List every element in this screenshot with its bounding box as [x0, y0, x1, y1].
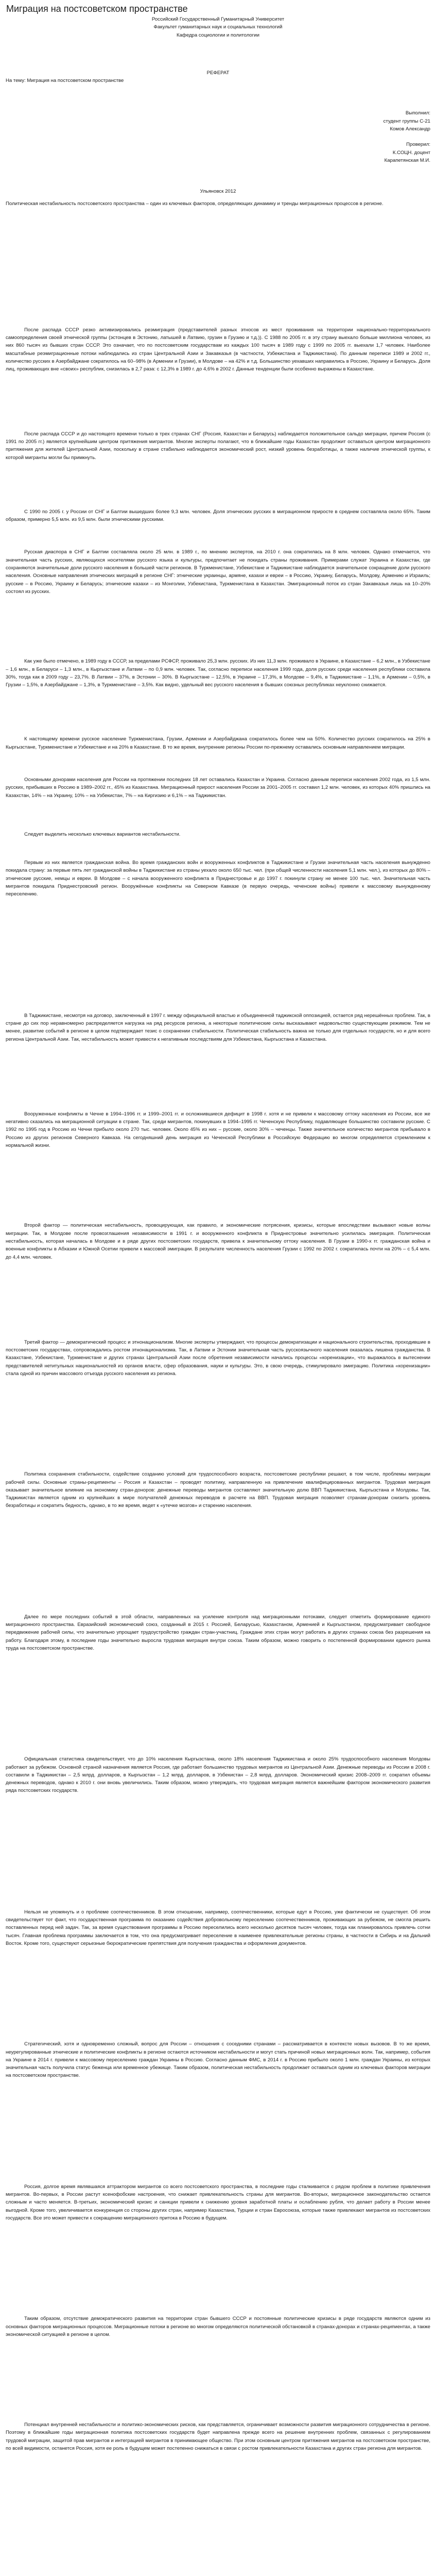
paragraph: Вооруженные конфликты в Чечне в 1994–1996 гг. и 1999–2001 гг. и осложнившиеся дефицит в 1998 г. хотя и не привели к массовому оттоку населения из России, все же негативно сказались на миграционной ситуации в стране. Так, среди мигрантов, покинувших в 1994–1995 гг. Чеченскую Республику, подавляющее большинство составили русские. С 1992 по 1995 год в Россию из Чечни прибыло около 270 тыс. человек. Около 45% из них – русские, около 30% – чеченцы. Также значительное количество мигрантов прибывало в Россию из других регионов Северного Кавказа. На сегодняшний день миграция из Чеченской Республики в Российскую Федерацию во многом определяется стремлением к нормальной жизни. — [6, 1111, 430, 1149]
paragraph: Нельзя не упомянуть и о проблеме соотечественников. В этом отношении, например, соотечественники, которые едут в Россию, уже фактически не существует. Об этом свидетельствует тот факт, что государственная программа по оказанию содействия добровольному переселению соотечественников, проживающих за рубежом, не смогла решить поставленных перед ней задач. Так, за время существования программы в Россию переселились всего несколько десятков тысяч человек, тогда как планировалось привлечь сотни тысяч. Главная проблема программы заключается в том, что она предусматривает переселение в наименее привлекательные регионы страны, в частности в Сибирь и на Дальний Восток. Кроме того, существуют серьезные бюрократические препятствия для получения гражданства и оформления документов. — [6, 1909, 430, 1946]
university-name: Российский Государственный Гуманитарный Университет — [151, 16, 285, 22]
paragraph: Потенциал внутренней нестабильности и политико-экономических рисков, как представляется, ограничивает возможности развития миграционного сотрудничества в регионе. Поэтому в ближайшие годы миграционная политика постсоветских государств будет направлена прежде всего на решение внутренних проблем, связанных с регулированием трудовой миграции, защитой прав мигрантов и интеграцией мигрантов в принимающее общество. При этом основным центром притяжения мигрантов на постсоветском пространстве, по всей видимости, останется Россия, хотя ее роль в будущем может постепенно снижаться в связи с ростом привлекательности Казахстана и других стран региона для мигрантов. — [6, 2422, 430, 2451]
paragraph: Русская диаспора в СНГ и Балтии составляла около 25 млн. в 1989 г., по мнению экспертов, на 2010 г. она сократилась на 8 млн. человек. Однако отмечается, что значительная часть русских, являющихся носителями русского языка и культуры, предпочитает не покидать страны проживания. Примерами служат Украина и Казахстан, где сохраняются значительные доли русского населения в большей части регионов. В Туркменистане, Узбекистане и Таджикистане наблюдается значительное сокращение доли русского населения. Основные направления этнических миграций в регионе СНГ: этнические украинцы, армяне, казахи и евреи – в Россию, Украину, Беларусь, Молдову, Армению и Израиль; русские – в Россию, Украину и Беларусь; этнические казахи – из Монголии, Узбекистана, Туркменистана в Казахстан. Эмиграционный поток из стран Закавказья лишь на 10–20% состоял из русских. — [6, 549, 430, 595]
paragraph: Политическая нестабильность постсоветского пространства – один из ключевых факторов, определяющих динамику и тренды миграционных процессов в регионе. — [6, 200, 383, 207]
paragraph: Россия, долгое время являвшаяся аттрактором мигрантов со всего постсоветского пространства, в последние годы сталкивается с рядом проблем в политике привлечения мигрантов. Во-первых, в России растут ксенофобские настроения, что снижает привлекательность страны для мигрантов. Во-вторых, миграционное законодательство остается сложным и часто меняется. В-третьих, экономический кризис и санкции привели к снижению уровня заработной платы и ослаблению рубля, что делает работу в России менее выгодной. Кроме того, увеличивается конкуренция со стороны других стран, например Казахстана, Турции и стран Евросоюза, которые также привлекают мигрантов из постсоветских государств. Все это может привести к сокращению миграционного притока в Россию в будущем. — [6, 2183, 430, 2221]
paragraph: После распада СССР и до настоящего времени только в трех странах СНГ (Россия, Казахстан и Беларусь) наблюдается положительное сальдо миграции, причем Россия (с 1991 по 2005 гг.) является крупнейшим центром притяжения мигрантов. Многие эксперты полагают, что в ближайшие годы Казахстан продолжит оставаться центром миграционного притяжения для жителей Центральной Азии, поскольку в стране стабильно наблюдается экономический рост, низкий уровень безработицы, а также наличие этнической группы, к которой мигранты могли бы примкнуть. — [6, 431, 430, 461]
student-group: студент группы С-21 — [383, 118, 430, 124]
paragraph: Как уже было отмечено, в 1989 году в СССР, за пределами РСФСР, проживало 25,3 млн. русских. Из них 11,3 млн. проживало в Украине, в Казахстане – 6,2 млн., в Узбекистане – 1,6 млн., в Беларуси – 1,3 млн., в Кыргызстане и Латвии – по 0,9 млн. человек. Так, согласно переписи населения 1999 года, доля русских среди населения республики составила 30%, тогда как в 2009 году – 23,7%. В Латвии – 37%, в Эстонии – 30%. В Кыргызстане – 12,5%, в Украине – 17,3%, в Молдове – 9,4%, в Таджикистане – 1,1%, в Армении – 0,5%, в Грузии – 1,5%, в Азербайджане – 1,3%, в Туркменистане – 3,5%. Как видно, удельный вес русского населения в бывших союзных республиках неуклонно снижается. — [6, 658, 430, 688]
checker-name: Карапетянская М.И. — [384, 157, 430, 163]
paragraph: В Таджикистане, несмотря на договор, заключенный в 1997 г. между официальной властью и объединенной таджикской оппозицией, остается ряд нерешённых проблем. Так, в стране до сих пор неравномерно распределяется нагрузка на ряд ресурсов региона, а некоторые политические силы высказывают недовольство существующим режимом. Тем не менее, развитие событий в регионе в целом подтверждает тезис о сохранении стабильности. Политическая стабильность важна не только для отдельных государств, но и для всего региона Центральной Азии. Так, нестабильность может привести к негативным последствиям для Узбекистана, Кыргызстана и Казахстана. — [6, 1012, 430, 1042]
paragraph: Политика сохранения стабильности, содействие созданию условий для трудоспособного возраста, постсоветские республики решают, в том числе, проблемы миграции рабочей силы. Основные страны-реципиенты – Россия и Казахстан – проводят политику, направленную на привлечение квалифицированных мигрантов. Трудовая миграция оказывает значительное влияние на экономику стран-доноров: денежные переводы мигрантов составляют значительную долю ВВП Таджикистана, Кыргызстана и Молдовы. Так, Таджикистан является одним из крупнейших в мире получателей денежных переводов в расчете на ВВП. Трудовая миграция позволяет странам-донорам снизить уровень безработицы и сократить бедность, однако, в то же время, ведет к «утечке мозгов» и старению населения. — [6, 1471, 430, 1509]
paragraph: Второй фактор — политическая нестабильность, провоцирующая, как правило, и экономические потрясения, кризисы, которые впоследствии вызывают новые волны миграции. Так, в Молдове после провозглашения независимости в 1991 г. и вооруженного конфликта в Приднестровье значительно усилилась эмиграция. Политическая нестабильность, которая началась в Молдове и в ряде других постсоветских государств, привела к значительному оттоку населения. В Грузии в 1990-х гг. гражданская война и военные конфликты в Абхазии и Южной Осетии привели к массовой эмиграции. В результате численность населения Грузии с 1992 по 2002 г. сократилась почти на 20% – с 5,4 млн. до 4,4 млн. человек. — [6, 1223, 430, 1260]
paragraph: С 1990 по 2005 г. у России от СНГ и Балтии вышедших более 9,3 млн. человек. Доля этнических русских в миграционном приросте в среднем составляла около 65%. Таким образом, примерно 5,5 млн. из 9,5 млн. были этническими русскими. — [6, 509, 430, 523]
paragraph: Официальная статистика свидетельствует, что до 10% населения Кыргызстана, около 18% населения Таджикистана и около 25% трудоспособного населения Молдовы работают за рубежом. Основной страной назначения является Россия, где работает большинство трудовых мигрантов из Центральной Азии. Денежные переводы из России в 2008 г. составили в Таджикистан – 2,5 млрд. долларов, в Кыргызстан – 1,2 млрд. долларов, в Узбекистан – 2,8 млрд. долларов. Экономический кризис 2008–2009 гг. сократил объемы денежных переводов, однако к 2010 г. они вновь увеличились. Таким образом, можно утверждать, что трудовая миграция является важнейшим фактором экономического развития ряда постсоветских государств. — [6, 1756, 430, 1794]
topic-line: На тему: Миграция на постсоветском пространстве — [6, 78, 124, 84]
city-year: Ульяновск 2012 — [200, 189, 236, 195]
paragraph: Далее по мере последних событий в этой области, направленных на усиление контроля над миграционными потоками, следует отметить формирование единого миграционного пространства. Евразийский экономический союз, созданный в 2015 г. Россией, Беларусью, Казахстаном, Арменией и Кыргызстаном, предусматривает свободное передвижение рабочей силы, что значительно упрощает трудоустройство граждан стран-участниц. Граждане этих стран могут работать в других странах союза без разрешения на работу. Благодаря этому, в последние годы значительно выросла трудовая миграция внутри союза. Таким образом, можно говорить о постепенной формировании единого рынка труда на постсоветском пространстве. — [6, 1614, 430, 1651]
paragraph: Стратегический, хотя и одновременно сложный, вопрос для России – отношения с соседними странами – рассматривается в контексте новых вызовов. В то же время, неурегулированные этнические и политические конфликты в регионе остаются источником нестабильности и могут стать причиной новых миграционных волн. Так, например, события на Украине в 2014 г. привели к массовому переселению граждан Украины в Россию. Согласно данным ФМС, в 2014 г. в Россию прибыло около 1 млн. граждан Украины, из которых значительная часть получила статус беженца или временное убежище. Таким образом, политическая нестабильность продолжает оставаться одним из ключевых факторов миграции на постсоветском пространстве. — [6, 2041, 430, 2079]
checker-degree: К.СОЦН. доцент — [392, 149, 430, 156]
paragraph: Таким образом, отсутствие демократического развития на территории стран бывшего СССР и постоянные политические кризисы в ряде государств являются одним из основных факторов миграционных процессов. Миграционные потоки в регионе во многом определяются политической обстановкой в странах-донорах и странах-реципиентах, а также экономической ситуацией в регионе в целом. — [6, 2316, 430, 2337]
page-title: Миграция на постсоветском пространстве — [6, 4, 188, 14]
paragraph: К настоящему времени русское население Туркменистана, Грузии, Армении и Азербайджана сократилось более чем на 50%. Количество русских сократилось на 25% в Кыргызстане, Туркменистане и Узбекистане и на 20% в Казахстане. В то же время, внутренние регионы России по-прежнему оставались основным направлением миграции. — [6, 736, 430, 750]
work-type: РЕФЕРАТ — [206, 70, 230, 76]
paragraph: После распада СССР резко активизировались реэмиграция (представителей разных этносов из мест проживания на территории национально-территориального самоопределения своей этнической группы (эстонцев в Эстонию, латышей в Латвию, грузин в Грузию и т.д.)). С 1988 по 2005 гг. в эту страну выехало больше миллиона человек, из них 860 тысяч из бывших стран СССР. Это означает, что по постсоветским государствам из каждых 100 тысяч в 1989 году с 1999 по 2005 гг. выехали 1,7 человек. Наиболее масштабные реэмиграционные потоки наблюдались из стран Центральной Азии и Закавказья (в частности, Узбекистана и Таджикистана). По данным переписи 1989 и 2002 гг., количество русских в Азербайджане сократилось на 60–98% (в Армении и Грузии), в Молдове – на 42% и т.д. Большинство уехавших направились в Россию, Украину и Беларусь. Доля лиц, проживающих вне «своих» республик, снизилась в 2,7 раза: с 12,3% в 1989 г. до 4,6% в 2002 г. Данные тенденции были особенно выражены в Казахстане. — [6, 327, 430, 372]
department-name: Кафедра социологии и политологии — [177, 32, 259, 38]
article-body — [6, 200, 430, 2453]
paragraph: Третий фактор — демократический процесс и этнонационализм. Многие эксперты утверждают, что процессы демократизации и национального строительства, проходившие в постсоветских государствах, сопровождались ростом этнонационализма. Так, в Латвии и Эстонии значительная часть русскоязычного населения оказалась лишена гражданства. В Казахстане, Узбекистане, Туркменистане и других странах Центральной Азии после обретения независимости начались процессы «коренизации», что выражалось в вытеснении представителей нетитульных национальностей из органов власти, сфер образования, науки и культуры. Это, в свою очередь, стимулировало эмиграцию. Политика «коренизации» стала одной из причин массового отъезда русского населения из региона. — [6, 1339, 430, 1377]
performed-label: Выполнил: — [405, 110, 430, 116]
paragraph: Первым из них является гражданская война. Во время гражданских войн и вооруженных конфликтов в Таджикистане и Грузии значительная часть населения вынужденно покидала страну: за первые пять лет гражданской войны в Таджикистане из страны уехало около 650 тыс. чел. (при общей численности населения 5,1 млн. чел.), из которых до 80% – этнические русские, немцы и евреи. В Молдове – с начала вооруженного конфликта в Приднестровье и до 1997 г. покинули страну не менее 100 тыс. чел. Значительная часть мигрантов покидала Приднестровский регион. Вооружённые конфликты на Северном Кавказе (в первую очередь, чеченские войны) привели к массовому вынужденному переселению. — [6, 860, 430, 897]
checked-label: Проверил: — [406, 142, 430, 148]
student-name: Комов Александр — [390, 126, 430, 132]
paragraph: Основными донорами населения для России на протяжении последних 18 лет оставались Казахстан и Украина. Согласно данным переписи населения 2002 года, из 1,5 млн. русских, прибывших в Россию в 1989–2002 гг., 45% из Казахстана. Миграционный прирост населения России за 2001–2005 гг. составил 1,2 млн. человек, из которых 40% пришлись на Казахстан, 14% – на Украину, 10% – на Узбекистан, 7% – на Киргизию и 6,1% – на Таджикистан. — [6, 776, 430, 799]
paragraph: Следует выделить несколько ключевых вариантов нестабильности. — [24, 831, 181, 837]
faculty-name: Факультет гуманитарных наук и социальных технологий — [153, 24, 283, 30]
